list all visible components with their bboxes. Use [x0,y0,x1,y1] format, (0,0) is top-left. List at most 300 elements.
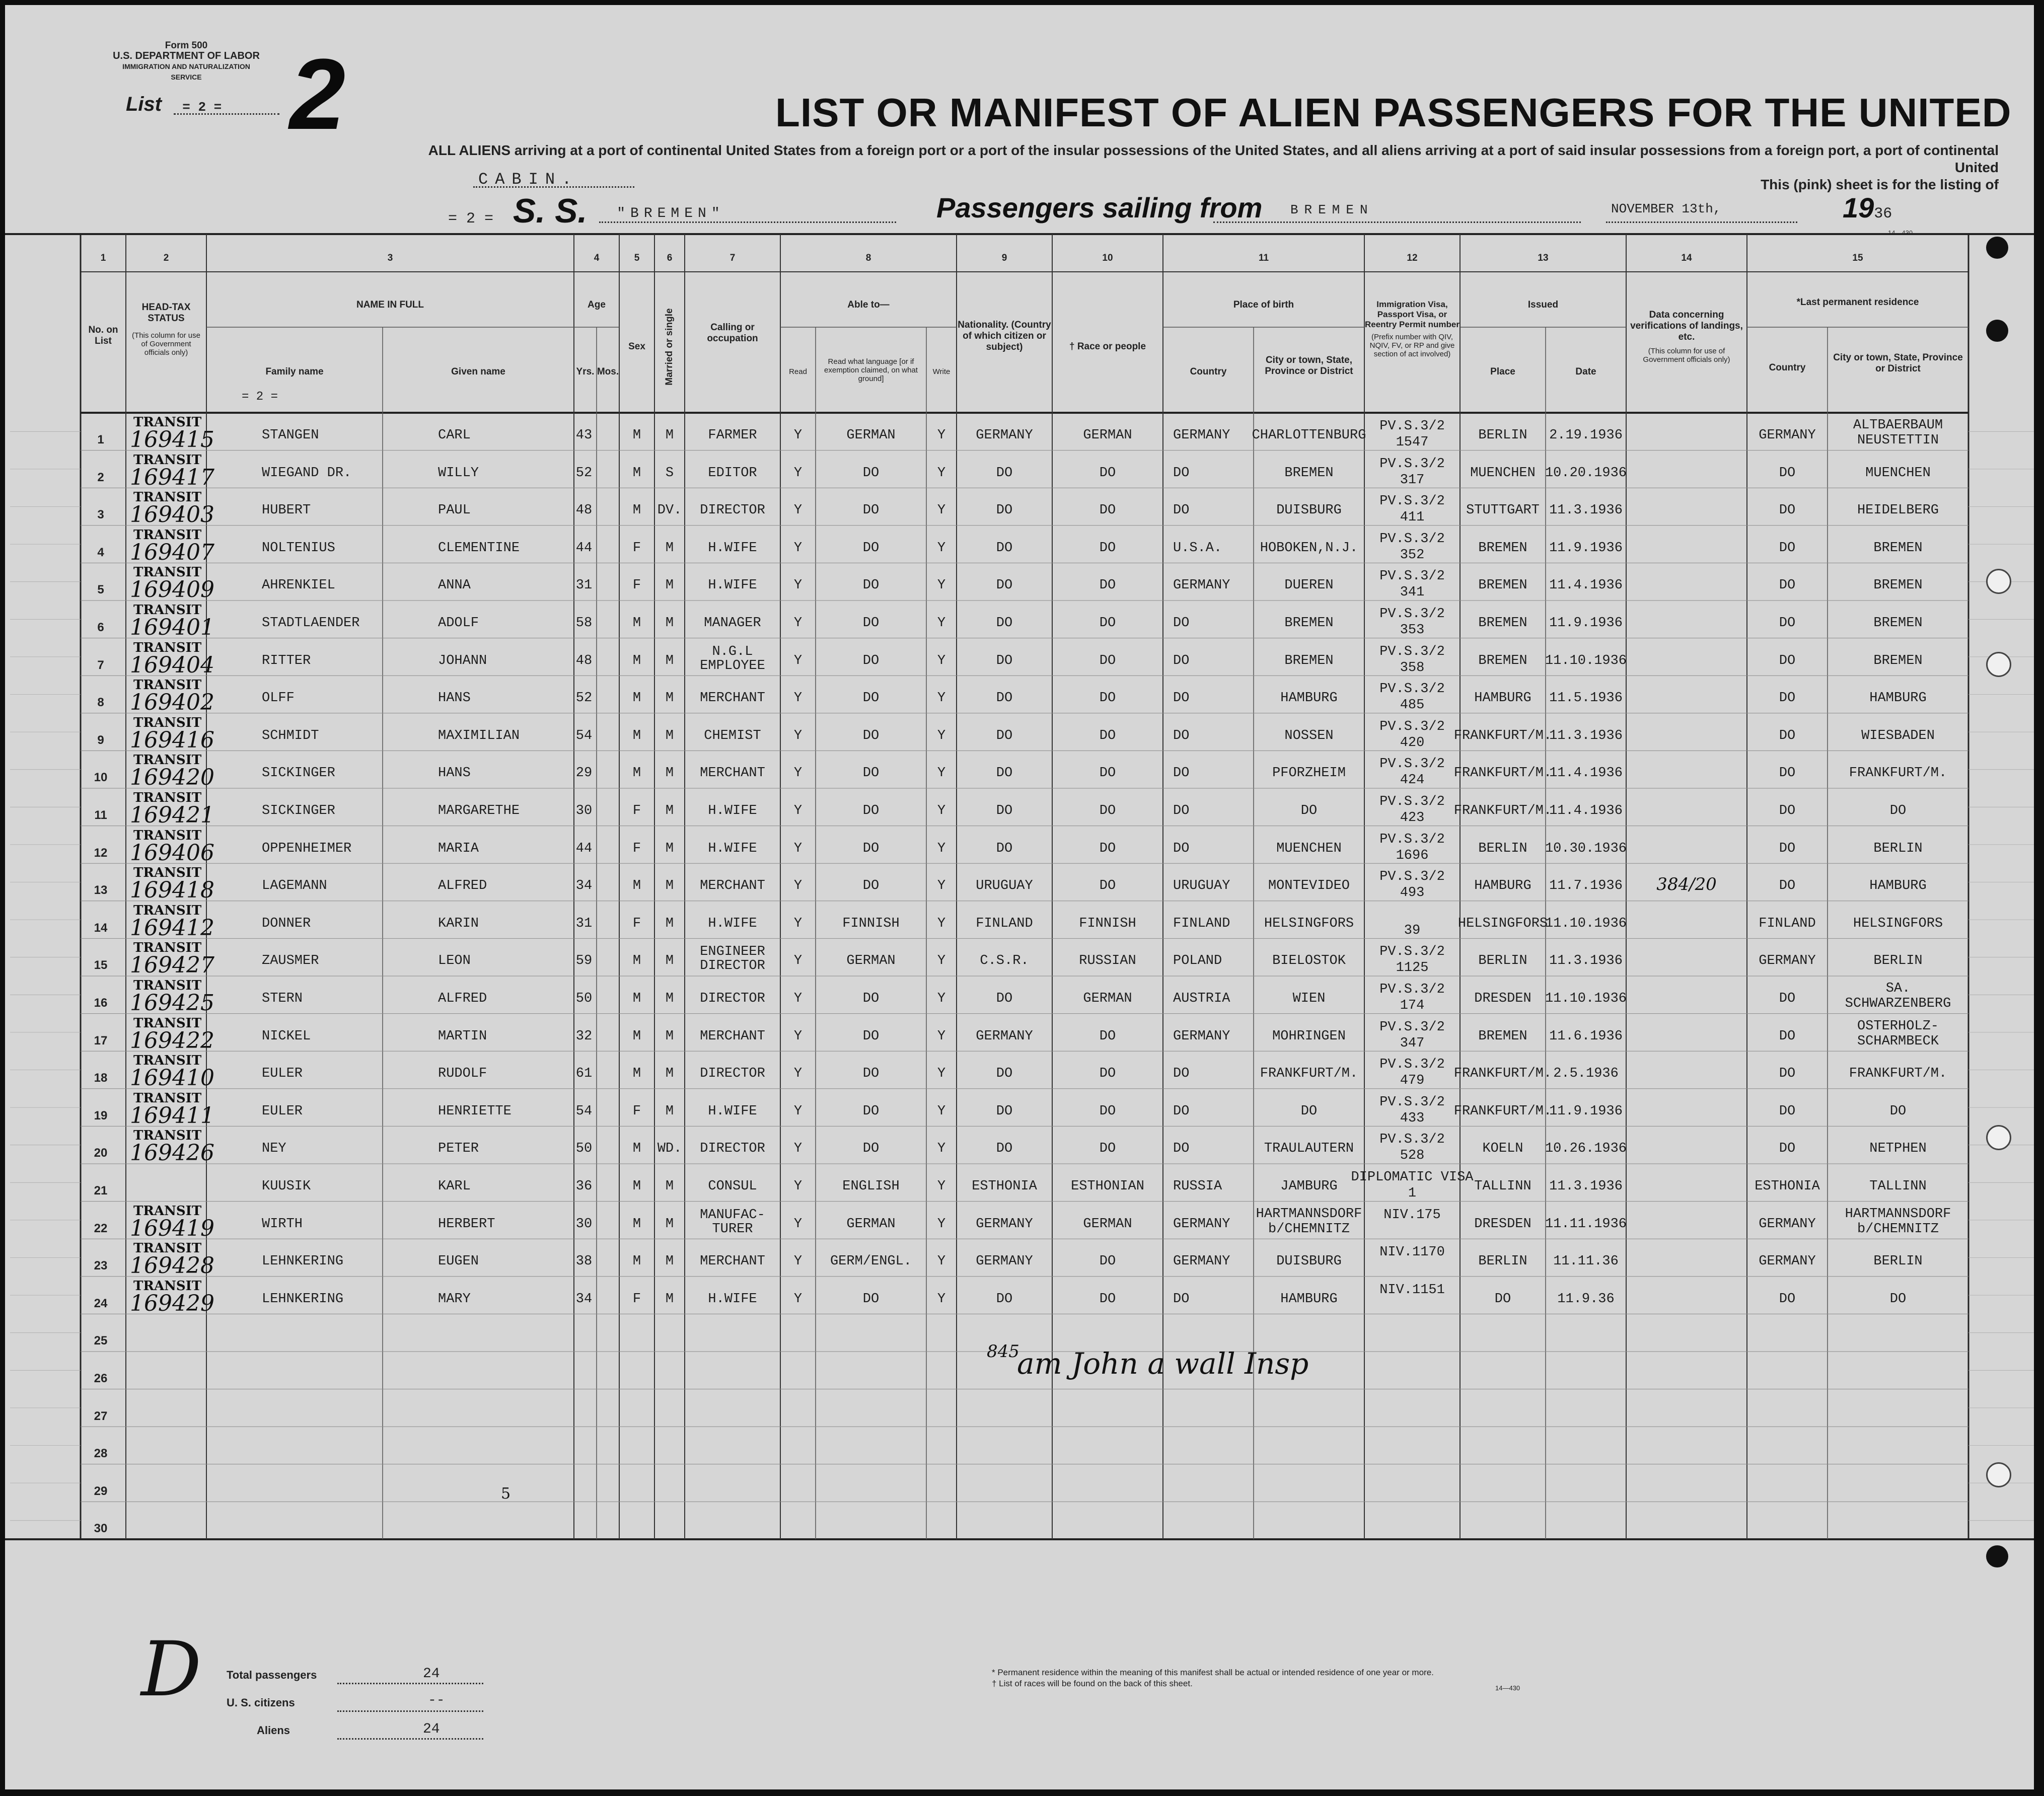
cell-bcountry: GERMANY [1173,1254,1230,1269]
cell-landing: 384/20 [1656,874,1717,895]
cell-idate: 10.20.1936 [1545,465,1627,481]
cell-bcity: HARTMANNSDORF [1256,1206,1362,1222]
cell-read: Y [793,1028,802,1044]
cell-sex: M [632,766,641,781]
cell-tax: 169410 [130,1065,214,1091]
hdr-landing [1629,310,1744,364]
col-num-13: 13 [1538,253,1549,263]
cell-tax: 169417 [130,464,214,490]
cell-bcountry: URUGUAY [1173,878,1230,894]
cell-bcountry: GERMANY [1173,1028,1230,1044]
cell-visa-number: 420 [1400,735,1425,751]
list-typed: = 2 = [182,100,222,115]
cell-rcountry: GERMANY [1759,428,1816,443]
cell-yrs: 32 [575,1028,593,1044]
cell-bcity: WIEN [1292,991,1326,1006]
cell-ms: M [665,653,674,668]
hdr-birth-country: Country [1190,366,1227,377]
cell-nat: DO [996,728,1013,743]
row-number: 22 [94,1221,108,1235]
hdr-yrs: Yrs. [576,366,595,377]
cell-bcity: HELSINGFORS [1264,916,1354,931]
manifest-sheet [5,5,2034,1789]
cell-family: NEY [262,1141,286,1157]
cell-visa-number: 341 [1400,585,1425,601]
cell-read: Y [793,1179,802,1194]
cell-race: DO [1099,616,1116,631]
cell-rcountry: GERMANY [1759,953,1816,969]
cell-nat: DO [996,503,1013,518]
cell-yrs: 30 [575,1216,593,1232]
cell-ms: M [665,878,674,894]
cell-race: FINNISH [1079,916,1136,931]
cell-nat: GERMANY [976,428,1033,443]
cell-nat: DO [996,616,1013,631]
transit-stamp: TRANSIT [133,715,202,730]
cell-read: Y [793,428,802,443]
cell-given: MARTIN [438,1028,487,1044]
transit-stamp: TRANSIT [133,940,202,956]
cell-yrs: 52 [575,465,593,481]
cell-lang: FINNISH [842,916,900,931]
cell-rcountry: DO [1779,766,1796,781]
cell-lang: DO [862,691,880,706]
cell-idate: 11.11.1936 [1545,1216,1627,1232]
cell-rcity: BREMEN [1873,578,1923,593]
row-number: 1 [97,433,104,446]
class-typed: CABIN. [478,170,579,189]
cell-bcountry: DO [1173,1066,1190,1082]
hdr-birth-city: City or town, State, Province or District [1265,355,1353,377]
cell-iplace: HAMBURG [1474,691,1531,706]
citizens-value: -- [428,1693,445,1708]
cell-visa: PV.S.3/2 [1379,456,1445,472]
col-num-6: 6 [667,253,673,263]
cell-occ: CHEMIST [704,728,761,743]
cell-visa: DIPLOMATIC VISA [1351,1170,1474,1185]
cell-lang: DO [862,991,880,1006]
hdr-nationality: Nationality. (Country of which citizen or subject) [958,320,1051,352]
cell-write: Y [937,1179,946,1194]
cell-given: ALFRED [438,878,487,894]
row-number: 9 [97,733,104,747]
cell-idate: 11.9.1936 [1549,1103,1623,1119]
row-number: 15 [94,958,108,972]
cell-rcity: SA. [1885,981,1911,996]
cell-read: Y [793,465,802,481]
cell-nat: DO [996,991,1013,1006]
cell-iplace: FRANKFURT/M. [1453,728,1552,743]
cell-nat: DO [996,1291,1013,1307]
cell-rcountry: GERMANY [1759,1254,1816,1269]
cell-sex: M [632,1216,641,1232]
hdr-res-country: Country [1769,362,1806,373]
cell-read: Y [793,616,802,631]
row-number: 21 [94,1184,108,1198]
cell-lang: GERMAN [846,428,896,443]
cell-ms: S [665,465,674,481]
cell-yrs: 59 [575,953,593,969]
cell-bcountry: DO [1173,841,1190,856]
cell-bcountry: DO [1173,1103,1190,1119]
form-number: Form 500 [165,40,208,51]
hdr-write: Write [932,367,951,376]
cell-bcity: DO [1300,1103,1318,1119]
cell-sex: M [632,728,641,743]
cell-tax: 169406 [130,840,214,866]
cell-visa-number: 1547 [1396,435,1429,450]
cell-idate: 11.3.1936 [1549,728,1623,743]
transit-stamp: TRANSIT [133,978,202,993]
cell-read: Y [793,540,802,556]
cell-idate: 11.5.1936 [1549,691,1623,706]
cell-write: Y [937,428,946,443]
cell-visa: PV.S.3/2 [1379,419,1445,434]
cell-bcountry: DO [1173,653,1190,668]
cell-idate: 11.9.36 [1557,1291,1615,1307]
cell-ms: M [665,540,674,556]
cell-read: Y [793,728,802,743]
cell-family: STERN [262,991,303,1006]
cell-race: DO [1099,1066,1116,1082]
cell-sex: F [632,841,641,856]
citizens-underline [337,1710,483,1712]
aliens-value: 24 [423,1722,440,1737]
hdr-race: † Race or people [1069,341,1146,352]
cell-race: RUSSIAN [1079,953,1136,969]
cell-iplace: BREMEN [1478,540,1527,556]
cell-nat: DO [996,1141,1013,1157]
cell-occ: ENGINEER [700,944,765,960]
cell-visa-number: 423 [1400,810,1425,826]
cell-tax: 169429 [130,1290,214,1316]
cell-rcountry: GERMANY [1759,1216,1816,1232]
table-grid [5,5,2034,1789]
col-num-1: 1 [100,253,106,263]
row-number: 4 [97,545,104,559]
cell-idate: 11.4.1936 [1549,803,1623,818]
cell-write: Y [937,1141,946,1157]
cell-tax: 169407 [130,539,214,565]
transit-stamp: TRANSIT [133,490,202,505]
service: IMMIGRATION AND NATURALIZATION SERVICE [122,62,250,81]
cell-read: Y [793,578,802,593]
cell-yrs: 38 [575,1254,593,1269]
cell-race: DO [1099,1103,1116,1119]
cell-occ: MERCHANT [700,766,765,781]
cell-visa-number: 479 [1400,1073,1425,1089]
row-number: 13 [94,883,108,897]
cell-bcity: MOHRINGEN [1272,1028,1346,1044]
transit-stamp: TRANSIT [133,790,202,805]
year-suffix: 36 [1874,205,1892,222]
cell-tax: 169404 [130,652,214,678]
cell-family: AHRENKIEL [262,578,335,593]
cell-bcity: BIELOSTOK [1272,953,1346,969]
cell-visa: PV.S.3/2 [1379,494,1445,509]
cell-yrs: 48 [575,503,593,518]
cell-occ: H.WIFE [708,841,757,856]
cell-visa: NIV.1170 [1379,1245,1445,1260]
cell-sex: F [632,916,641,931]
cell-race: DO [1099,1254,1116,1269]
cell-bcountry: DO [1173,728,1190,743]
cell-idate: 10.30.1936 [1545,841,1627,856]
cell-sex: M [632,1066,641,1082]
transit-stamp: TRANSIT [133,452,202,468]
transit-stamp: TRANSIT [133,1128,202,1144]
cell-nat: DO [996,578,1013,593]
cell-occ: H.WIFE [708,803,757,818]
cell-race: DO [1099,1291,1116,1307]
cell-write: Y [937,991,946,1006]
cell-rcity: DO [1889,803,1907,818]
cell-given: LEON [438,953,471,969]
cell-iplace: BREMEN [1478,578,1527,593]
cell-lang: DO [862,503,880,518]
cell-family: LEHNKERING [262,1254,344,1269]
cell-write: Y [937,1066,946,1082]
cell-ms: M [665,1179,674,1194]
row-number: 11 [94,808,107,822]
aliens-label: Aliens [257,1724,290,1737]
cell-write: Y [937,540,946,556]
cell-write: Y [937,503,946,518]
cell-given: HANS [438,766,471,781]
cell-tax: 169419 [130,1215,214,1241]
cell-ms: M [665,766,674,781]
cell-iplace: BREMEN [1478,1028,1527,1044]
hdr-issued: Issued [1527,300,1559,310]
cell-ms: M [665,953,674,969]
cell-rcity: FRANKFURT/M. [1849,766,1947,781]
cell-bcountry: RUSSIA [1173,1179,1222,1194]
cell-family: OPPENHEIMER [262,841,352,856]
time-note: 845 [987,1341,1019,1362]
cell-read: Y [793,1141,802,1157]
cell-yrs: 44 [575,540,593,556]
cell-rcountry: DO [1779,465,1796,481]
row-number: 16 [94,996,108,1010]
cell-ms: WD. [657,1141,682,1157]
ship-label: S. S. [513,192,588,230]
cell-yrs: 34 [575,878,593,894]
cell-sex: M [632,991,641,1006]
hdr-calling: Calling or occupation [707,322,758,344]
cell-lang: DO [862,803,880,818]
cell-given: MARGARETHE [438,803,520,818]
cell-rcity2: b/CHEMNITZ [1857,1221,1939,1237]
cell-rcity: BREMEN [1873,616,1923,631]
cell-visa: PV.S.3/2 [1379,682,1445,697]
row-number: 30 [94,1522,108,1536]
cell-bcity: FRANKFURT/M. [1260,1066,1358,1082]
cell-given: WILLY [438,465,479,481]
cell-rcity: DO [1889,1103,1907,1119]
corner-mark: D [141,1626,202,1713]
cell-bcountry: GERMANY [1173,428,1230,443]
cell-tax: 169418 [130,877,214,904]
cell-bcountry: GERMANY [1173,1216,1230,1232]
cell-bcountry: DO [1173,1291,1190,1307]
row-number: 7 [97,658,104,672]
punch-hole [1986,569,2011,594]
cell-occ: MERCHANT [700,691,765,706]
cell-bcity: PFORZHEIM [1272,766,1346,781]
cell-iplace: HAMBURG [1474,878,1531,894]
cell-ms: M [665,1291,674,1307]
cell-nat: URUGUAY [976,878,1033,894]
cell-bcountry: DO [1173,1141,1190,1157]
cell-sex: F [632,1103,641,1119]
transit-stamp: TRANSIT [133,1015,202,1031]
cell-visa: PV.S.3/2 [1379,569,1445,584]
ship-name: "BREMEN" [617,205,725,221]
cell-bcountry: DO [1173,691,1190,706]
cell-given: JOHANN [438,653,487,668]
col-num-8: 8 [865,253,871,263]
cell-lang: DO [862,1028,880,1044]
cell-family: EULER [262,1066,303,1082]
cell-visa: NIV.175 [1383,1207,1441,1223]
cell-bcountry: DO [1173,616,1190,631]
punch-hole [1986,652,2011,677]
cell-sex: M [632,653,641,668]
cell-occ: MERCHANT [700,1254,765,1269]
cell-nat: DO [996,841,1013,856]
cell-tax: 169402 [130,690,214,716]
cell-visa-number: 493 [1400,885,1425,901]
cell-occ: DIRECTOR [700,503,765,518]
cell-occ: DIRECTOR [700,1066,765,1082]
transit-stamp: TRANSIT [133,1278,202,1294]
cell-given: HANS [438,691,471,706]
cell-given: ALFRED [438,991,487,1006]
cell-tax: 169426 [130,1140,214,1166]
cell-visa: PV.S.3/2 [1379,607,1445,622]
cell-bcountry: FINLAND [1173,916,1230,931]
hdr-visa [1364,300,1460,358]
cell-sex: M [632,465,641,481]
cell-visa: PV.S.3/2 [1379,832,1445,847]
cell-bcity: MONTEVIDEO [1268,878,1350,894]
cell-rcountry: DO [1779,803,1796,818]
cell-lang: DO [862,878,880,894]
cell-read: Y [793,916,802,931]
cell-nat: DO [996,540,1013,556]
cell-nat: FINLAND [976,916,1033,931]
cell-sex: F [632,1291,641,1307]
row-number: 25 [94,1334,108,1348]
cell-given: HENRIETTE [438,1103,512,1119]
cell-lang: DO [862,841,880,856]
cell-yrs: 58 [575,616,593,631]
cell-tax: 169427 [130,952,214,979]
cell-bcity: HAMBURG [1280,1291,1338,1307]
cell-bcity: DO [1300,803,1318,818]
cell-rcity2: SCHARMBECK [1857,1033,1939,1049]
cell-race: DO [1099,578,1116,593]
cell-write: Y [937,1216,946,1232]
cell-race: DO [1099,503,1116,518]
list-label-text: List [126,93,162,115]
cell-visa-number: 433 [1400,1110,1425,1126]
cell-bcountry: POLAND [1173,953,1222,969]
cell-yrs: 29 [575,766,593,781]
cell-iplace: FRANKFURT/M. [1453,766,1552,781]
hdr-place-of-birth: Place of birth [1233,300,1294,310]
cell-bcity: BREMEN [1284,653,1334,668]
cell-bcity: NOSSEN [1284,728,1334,743]
year-prefix: 19 [1843,192,1874,223]
cell-lang: GERMAN [846,1216,896,1232]
cell-read: Y [793,953,802,969]
cell-rcity: BREMEN [1873,653,1923,668]
cell-family: SICKINGER [262,766,335,781]
cell-ms: M [665,1028,674,1044]
cell-bcountry: DO [1173,803,1190,818]
cell-family: RITTER [262,653,311,668]
transit-stamp: TRANSIT [133,828,202,843]
cell-race: DO [1099,878,1116,894]
cell-write: Y [937,1028,946,1044]
cell-sex: M [632,953,641,969]
cell-yrs: 34 [575,1291,593,1307]
col-num-12: 12 [1407,253,1418,263]
cell-rcountry: DO [1779,540,1796,556]
cell-sex: M [632,691,641,706]
cell-lang: ENGLISH [842,1179,900,1194]
cell-bcity: DUEREN [1284,578,1334,593]
cell-visa-number: 347 [1400,1035,1425,1051]
hdr-head-tax-title: HEAD-TAX STATUS [141,302,191,324]
cell-given: PAUL [438,503,471,518]
sailing-date: NOVEMBER 13th, [1611,201,1721,216]
cell-nat: DO [996,766,1013,781]
cell-bcity: HAMBURG [1280,691,1338,706]
cell-idate: 11.6.1936 [1549,1028,1623,1044]
cell-occ2: TURER [712,1221,753,1237]
cell-idate: 11.4.1936 [1549,578,1623,593]
cell-given: EUGEN [438,1254,479,1269]
cell-tax: 169416 [130,727,214,753]
hdr-issued-date: Date [1575,366,1596,377]
cell-idate: 11.10.1936 [1545,916,1627,931]
cell-visa-number: 317 [1400,472,1425,488]
cell-given: PETER [438,1141,479,1157]
cell-occ: MANUFAC- [700,1207,765,1223]
cell-rcity: TALLINN [1869,1179,1927,1194]
cell-given: KARL [438,1179,471,1194]
cell-rcountry: DO [1779,1066,1796,1082]
cell-read: Y [793,878,802,894]
cell-bcity: BREMEN [1284,616,1334,631]
cell-lang: DO [862,1066,880,1082]
cell-sex: M [632,1141,641,1157]
cell-family: HUBERT [262,503,311,518]
cell-occ: CONSUL [708,1179,757,1194]
cell-rcity: NETPHEN [1869,1141,1927,1157]
cell-given: MAXIMILIAN [438,728,520,743]
cell-ms: M [665,841,674,856]
cell-visa-number: 352 [1400,547,1425,563]
cell-read: Y [793,1103,802,1119]
cell-visa-number: 353 [1400,623,1425,638]
cell-lang: GERM/ENGL. [830,1254,912,1269]
total-underline [337,1683,483,1684]
cell-write: Y [937,1291,946,1307]
cell-rcountry: DO [1779,878,1796,894]
